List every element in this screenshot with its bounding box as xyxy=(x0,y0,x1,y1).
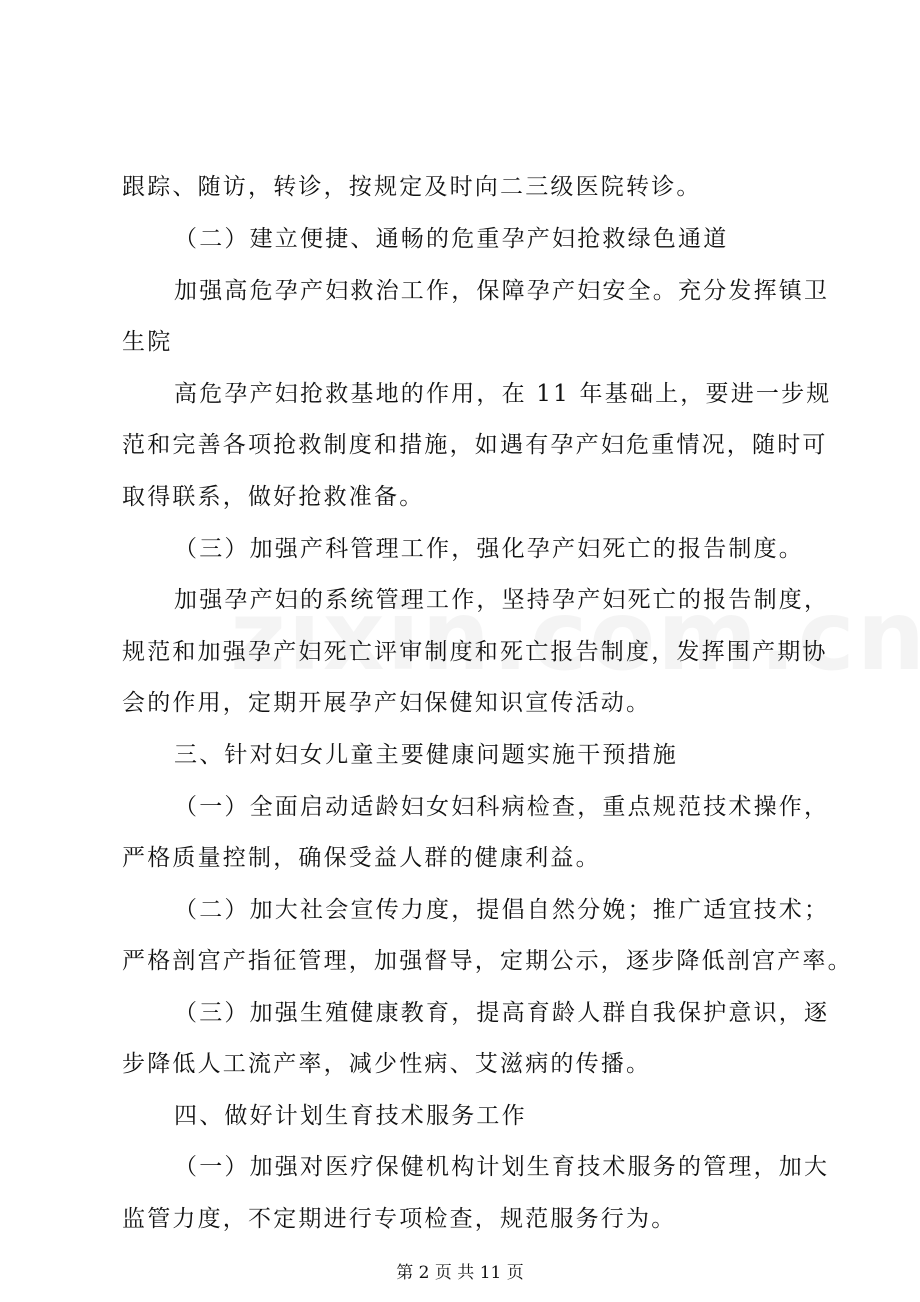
body-line: 严格剖宫产指征管理，加强督导，定期公示，逐步降低剖宫产率。 xyxy=(122,948,853,974)
page-footer: 第 2 页 共 11 页 xyxy=(396,1263,524,1283)
body-line: 生院 xyxy=(122,329,173,355)
body-line: 加强高危孕产妇救治工作，保障孕产妇安全。充分发挥镇卫 xyxy=(174,278,830,304)
body-line: 取得联系，做好抢救准备。 xyxy=(122,484,425,510)
body-line: 范和完善各项抢救制度和措施，如遇有孕产妇危重情况，随时可 xyxy=(122,432,828,458)
body-line: 会的作用，定期开展孕产妇保健知识宣传活动。 xyxy=(122,690,652,716)
body-line: 规范和加强孕产妇死亡评审制度和死亡报告制度，发挥围产期协 xyxy=(122,639,828,665)
section-heading: （二）建立便捷、通畅的危重孕产妇抢救绿色通道 xyxy=(174,226,729,252)
body-line: 高危孕产妇抢救基地的作用，在 11 年基础上，要进一步规 xyxy=(174,381,832,407)
body-line: （一）全面启动适龄妇女妇科病检查，重点规范技术操作， xyxy=(174,794,830,820)
section-heading: 四、做好计划生育技术服务工作 xyxy=(174,1103,527,1129)
body-line: （二）加大社会宣传力度，提倡自然分娩；推广适宜技术； xyxy=(174,897,830,923)
section-heading: （三）加强产科管理工作，强化孕产妇死亡的报告制度。 xyxy=(174,536,804,562)
body-line: （一）加强对医疗保健机构计划生育技术服务的管理，加大 xyxy=(174,1154,830,1180)
body-line: （三）加强生殖健康教育，提高育龄人群自我保护意识，逐 xyxy=(174,1000,830,1026)
body-line: 跟踪、随访，转诊，按规定及时向二三级医院转诊。 xyxy=(122,174,702,200)
body-line: 监管力度，不定期进行专项检查，规范服务行为。 xyxy=(122,1206,677,1232)
body-line: 加强孕产妇的系统管理工作，坚持孕产妇死亡的报告制度， xyxy=(174,587,830,613)
body-line: 步降低人工流产率，减少性病、艾滋病的传播。 xyxy=(122,1051,652,1077)
body-line: 严格质量控制，确保受益人群的健康利益。 xyxy=(122,845,601,871)
section-heading: 三、针对妇女儿童主要健康问题实施干预措施 xyxy=(174,742,678,768)
